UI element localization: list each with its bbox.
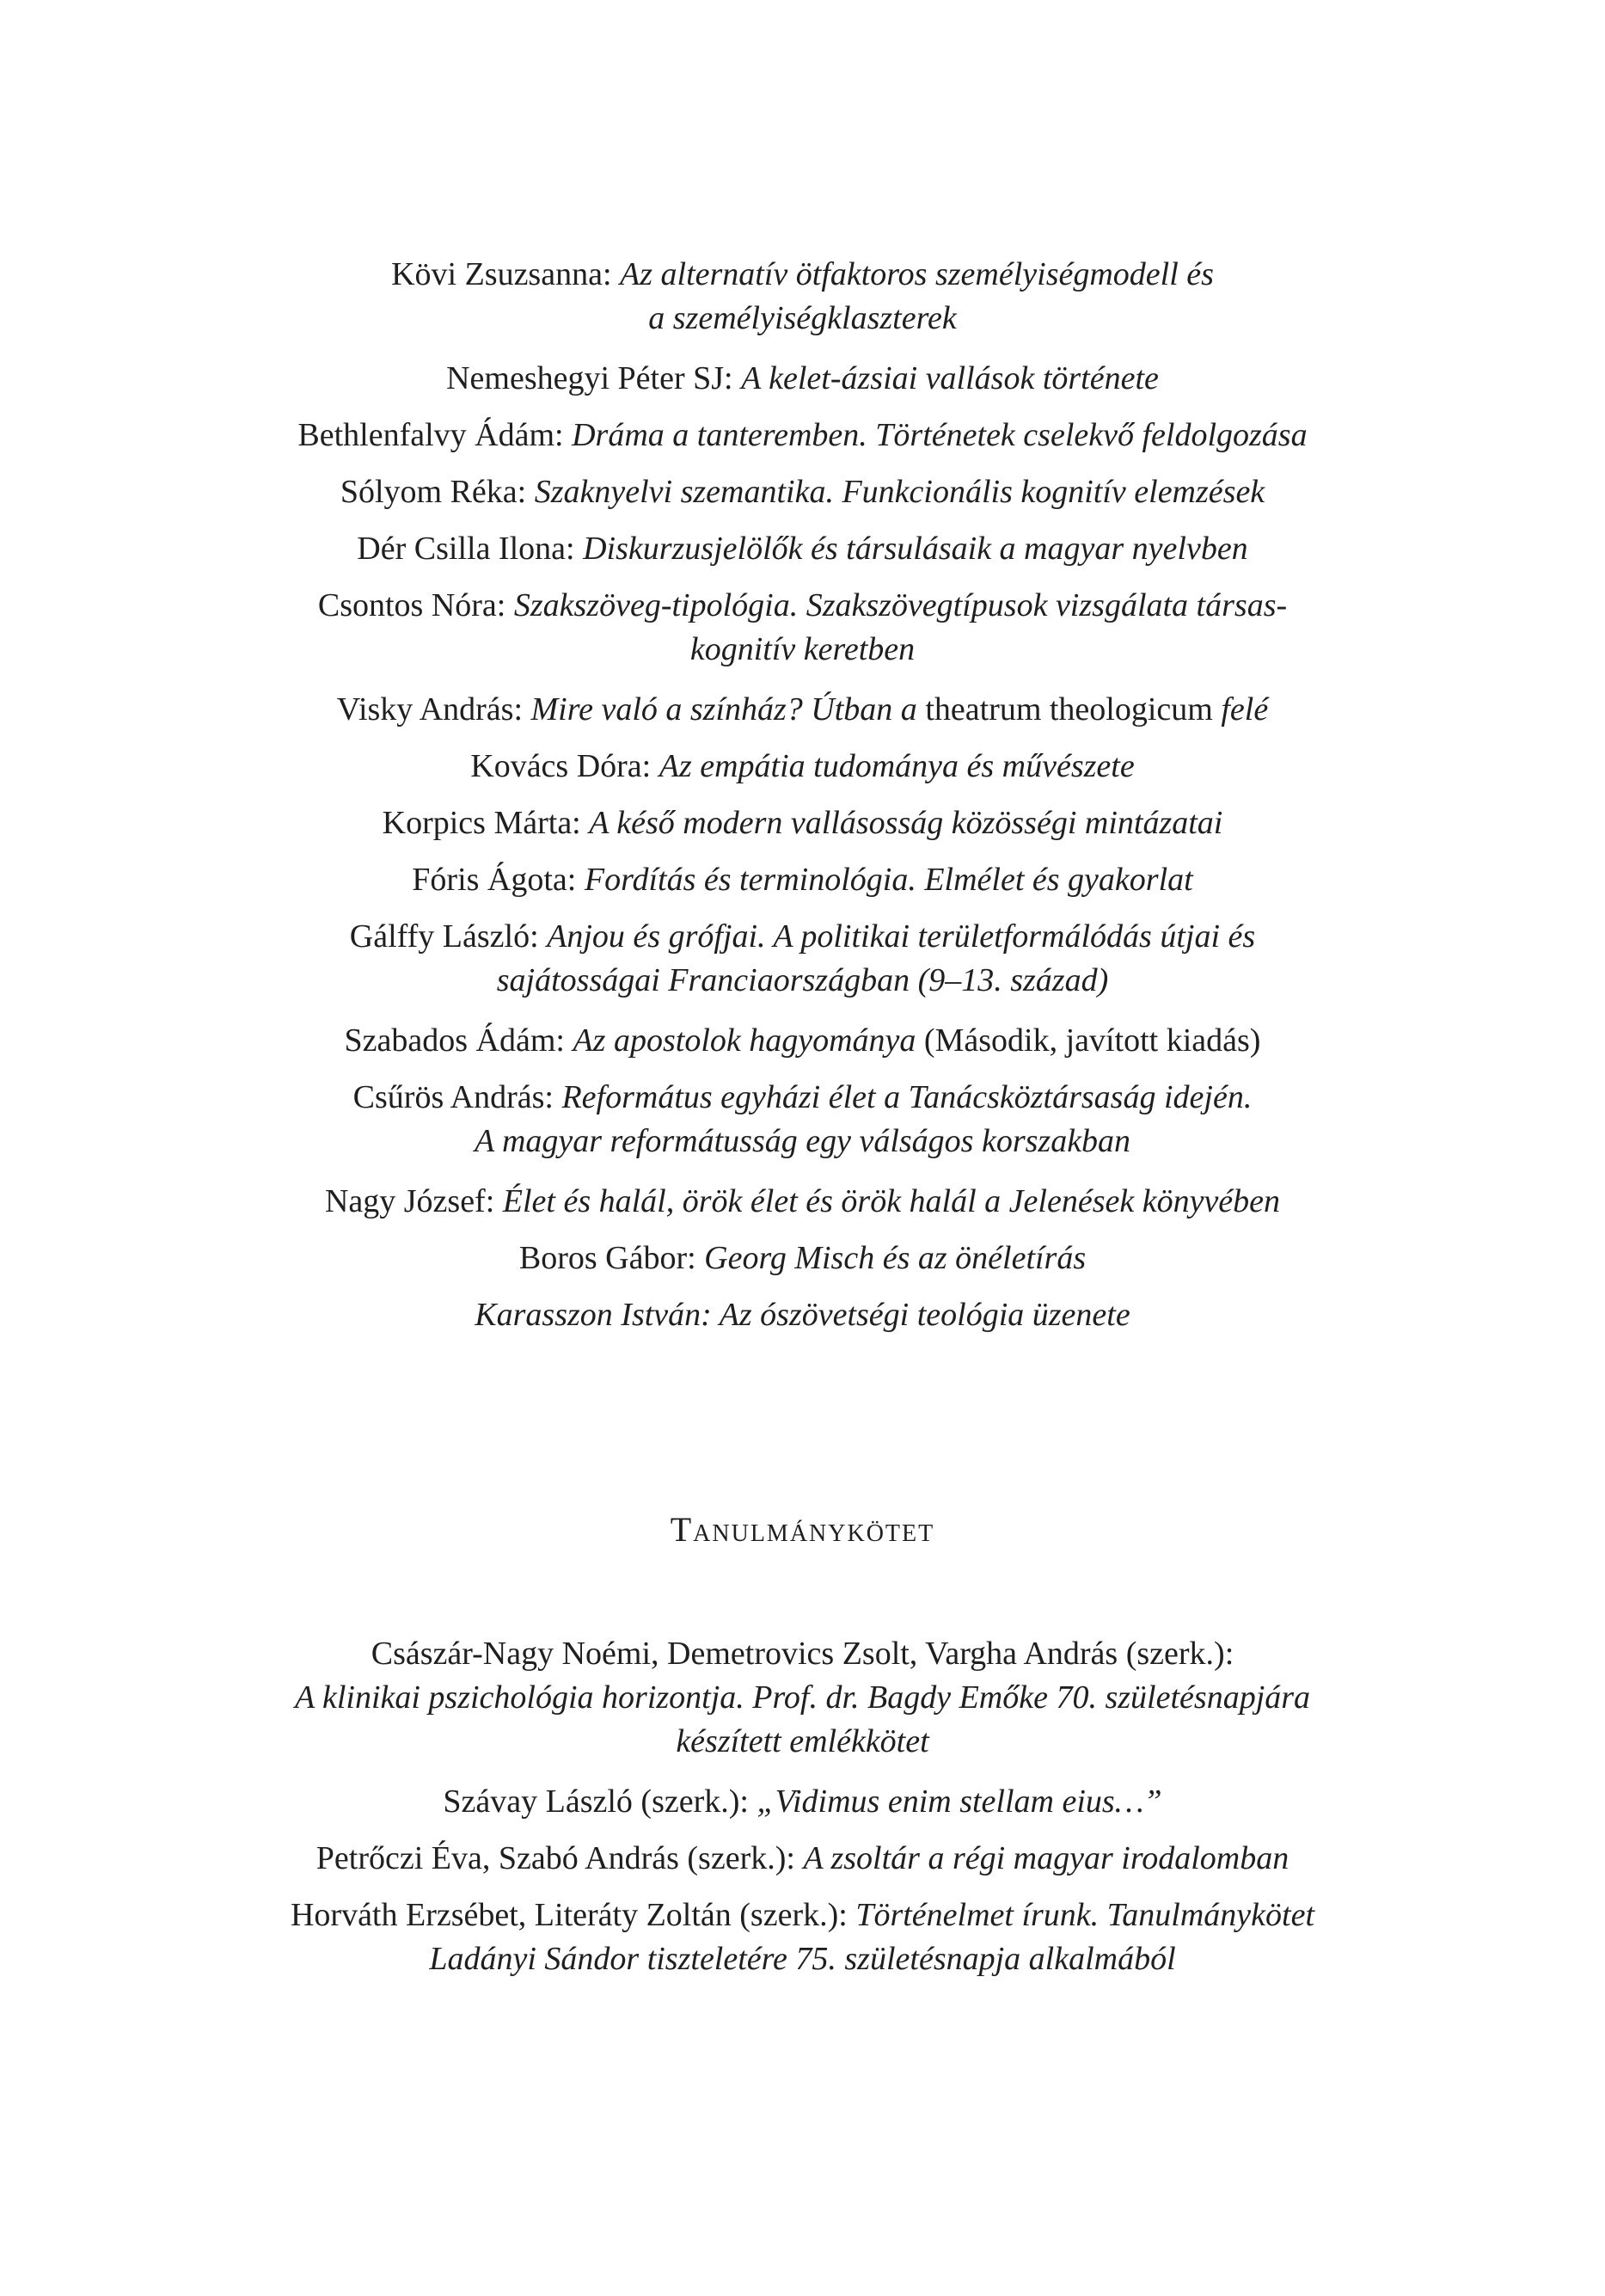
- entry-author: Boros Gábor:: [518, 1240, 696, 1276]
- entry-title: Mire való a színház? Útban a: [530, 691, 917, 727]
- list-item: [172, 1180, 1433, 1224]
- list-item: [172, 1076, 1433, 1163]
- entry-editors: Horváth Erzsébet, Literáty Zoltán (szerk.):: [290, 1897, 848, 1933]
- entry-author: Korpics Márta:: [382, 805, 581, 841]
- entry-note: (Második, javított kiadás): [923, 1022, 1261, 1059]
- list-item: [172, 1019, 1433, 1063]
- entry-title: Anjou és grófjai. A politikai területformálódás útjai és: [547, 918, 1256, 955]
- list-item: [172, 858, 1433, 902]
- entry-title: Diskurzusjelölők és társulásaik a magyar nyelvben: [583, 531, 1248, 567]
- list-item: [172, 1237, 1433, 1280]
- list-item: [172, 527, 1433, 571]
- list-item: [172, 688, 1433, 732]
- entry-author: Nagy József:: [324, 1183, 495, 1219]
- entry-title-continued: a személyiségklaszterek: [648, 300, 957, 336]
- entry-title: Szakszöveg-tipológia. Szakszövegtípusok vizsgálata társas-: [513, 587, 1288, 623]
- entry-title: A zsoltár a régi magyar irodalomban: [803, 1840, 1290, 1876]
- entry-title: A kelet-ázsiai vallások története: [741, 360, 1159, 396]
- entry-title: Fordítás és terminológia. Elmélet és gyakorlat: [584, 862, 1193, 898]
- list-item: [172, 1632, 1433, 1764]
- list-item: [172, 745, 1433, 789]
- entry-author: Kövi Zsuzsanna:: [391, 256, 612, 292]
- list-item: [172, 1293, 1433, 1337]
- entry-title: Történelmet írunk. Tanulmánykötet: [855, 1897, 1315, 1933]
- entry-author: Bethlenfalvy Ádám:: [297, 417, 564, 453]
- entry-author: Dér Csilla Ilona:: [357, 531, 575, 567]
- list-item: [172, 801, 1433, 845]
- entry-author: Kovács Dóra:: [470, 748, 652, 784]
- list-item: [172, 253, 1433, 341]
- entry-author: Csontos Nóra:: [317, 587, 506, 623]
- entry-title-continued: Ladányi Sándor tiszteletére 75. születésnapja alkalmából: [429, 1941, 1176, 1977]
- entry-title: Dráma a tanteremben. Történetek cselekvő feldolgozása: [572, 417, 1308, 453]
- entry-full-italic: Karasszon István: Az ószövetségi teológia üzenete: [475, 1297, 1130, 1333]
- list-item: [172, 915, 1433, 1003]
- entry-author: Nemeshegyi Péter SJ:: [446, 360, 733, 396]
- entry-title-continued: kognitív keretben: [689, 631, 916, 667]
- entry-author: Szabados Ádám:: [344, 1022, 565, 1059]
- entry-author: Csűrös András:: [352, 1079, 554, 1115]
- entry-title: Az alternatív ötfaktoros személyiségmodell és: [620, 256, 1214, 292]
- list-item: [172, 584, 1433, 672]
- section-heading: Tanulmánykötet: [670, 1510, 935, 1549]
- publication-list: [172, 253, 1433, 1350]
- entry-title: Református egyházi élet a Tanácsköztársaság idején.: [561, 1079, 1253, 1115]
- list-item: [172, 470, 1433, 514]
- entry-title: Az apostolok hagyománya: [573, 1022, 916, 1059]
- entry-title: Szaknyelvi szemantika. Funkcionális kognitív elemzések: [534, 474, 1265, 510]
- entry-title-end: felé: [1221, 691, 1269, 727]
- entry-author: Fóris Ágota:: [412, 862, 577, 898]
- entry-title: A klinikai pszichológia horizontja. Prof. dr. Bagdy Emőke 70. születésnapjára: [294, 1679, 1311, 1716]
- entry-editors: Szávay László (szerk.):: [443, 1783, 749, 1820]
- entry-title-continued: sajátosságai Franciaországban (9–13. század): [496, 962, 1109, 998]
- list-item: [172, 357, 1433, 401]
- list-item: [172, 1837, 1433, 1881]
- entry-author: Gálffy László:: [349, 918, 539, 955]
- entry-author: Visky András:: [336, 691, 523, 727]
- entry-title: Georg Misch és az önéletírás: [704, 1240, 1087, 1276]
- entry-title: Az empátia tudománya és művészete: [659, 748, 1135, 784]
- list-item: [172, 414, 1433, 457]
- entry-editors: Császár-Nagy Noémi, Demetrovics Zsolt, Vargha András (szerk.):: [371, 1636, 1234, 1672]
- entry-title-continued: A magyar reformátusság egy válságos korszakban: [474, 1123, 1131, 1159]
- edited-volumes-list: [172, 1632, 1433, 1994]
- entry-title-continued: készített emlékkötet: [676, 1723, 929, 1759]
- entry-editors: Petrőczi Éva, Szabó András (szerk.):: [315, 1840, 795, 1876]
- entry-title-roman: theatrum theologicum: [925, 691, 1213, 727]
- entry-title: „Vidimus enim stellam eius…”: [757, 1783, 1162, 1820]
- list-item: [172, 1894, 1433, 1981]
- entry-title: A késő modern vallásosság közösségi mintázatai: [589, 805, 1223, 841]
- entry-author: Sólyom Réka:: [340, 474, 527, 510]
- entry-title: Élet és halál, örök élet és örök halál a Jelenések könyvében: [502, 1183, 1281, 1219]
- list-item: [172, 1780, 1433, 1824]
